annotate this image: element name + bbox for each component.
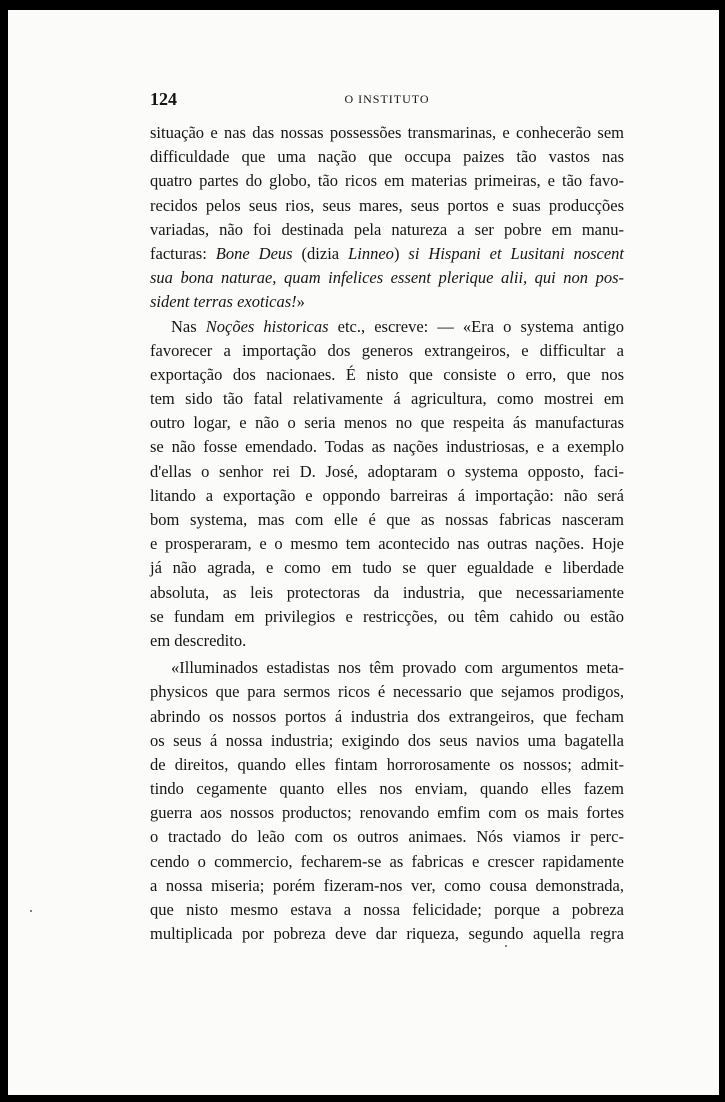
text-line: tem sido tão fatal relativamente á agricultura, como mostrei em bbox=[150, 389, 624, 409]
speck-mark bbox=[505, 945, 507, 947]
speck-mark bbox=[30, 910, 32, 912]
text-line: cendo o commercio, fecharem-se as fabricas e crescer rapidamente bbox=[150, 851, 624, 871]
text-line: o tractado do leão com os outros animaes. Nós viamos ir perc- bbox=[150, 827, 624, 847]
text-line: quatro partes do globo, tão ricos em materias primeiras, e tão favo- bbox=[150, 171, 624, 191]
text-line: se não fosse emendado. Todas as nações industriosas, e a exemplo bbox=[150, 437, 624, 457]
text-line: sident terras exoticas!» bbox=[150, 292, 305, 312]
text-line: a nossa miseria; porém fizeram-nos ver, como cousa demonstrada, bbox=[150, 875, 624, 895]
text-line: de direitos, quando elles fintam horrorosamente os nossos; admit- bbox=[150, 754, 624, 774]
text-line: difficuldade que uma nação que occupa paizes tão vastos nas bbox=[150, 147, 624, 167]
text-line: favorecer a importação dos generos extrangeiros, e difficultar a bbox=[150, 340, 624, 360]
text-line: e prosperaram, e o mesmo tem acontecido nas outras nações. Hoje bbox=[150, 534, 624, 554]
text-line: outro logar, e não o seria menos no que respeita ás manufacturas bbox=[150, 413, 624, 433]
text-line: multiplicada por pobreza deve dar riqueza, segundo aquella regra bbox=[150, 924, 624, 944]
paragraph bbox=[150, 121, 624, 315]
text-line: recidos pelos seus rios, seus mares, seus portos e suas producções bbox=[150, 195, 624, 215]
text-line: guerra aos nossos productos; renovando emfim com os mais fortes bbox=[150, 803, 624, 823]
text-line: situação e nas das nossas possessões transmarinas, e conhecerão sem bbox=[150, 123, 624, 142]
text-line: d'ellas o senhor rei D. José, adoptaram o systema opposto, faci- bbox=[150, 461, 624, 481]
paragraph bbox=[150, 656, 624, 946]
text-line: abrindo os nossos portos á industria dos extrangeiros, que fecham bbox=[150, 706, 624, 726]
text-line: physicos que para sermos ricos é necessario que sejamos prodigos, bbox=[150, 682, 624, 702]
text-line: os seus á nossa industria; exigindo dos seus navios uma bagatella bbox=[150, 730, 624, 750]
page-header bbox=[150, 89, 624, 109]
text-line: litando a exportação e oppondo barreiras á importação: não será bbox=[150, 485, 624, 505]
paragraph bbox=[150, 315, 624, 654]
text-line: facturas: Bone Deus (dizia Linneo) si Hispani et Lusitani noscent bbox=[150, 243, 624, 263]
text-line: em descredito. bbox=[150, 630, 247, 650]
text-line: Nas Noções historicas etc., escreve: — «Era o systema antigo bbox=[171, 316, 624, 336]
page-number: 124 bbox=[150, 89, 177, 109]
text-line: se fundam em privilegios e restricções, ou têm cahido ou estão bbox=[150, 606, 624, 626]
text-line: absoluta, as leis protectoras da industria, que necessariamente bbox=[150, 582, 624, 602]
text-line: que nisto mesmo estava a nossa felicidade; porque a pobreza bbox=[150, 900, 624, 919]
text-line: «Illuminados estadistas nos têm provado com argumentos meta- bbox=[171, 658, 624, 678]
text-line: já não agrada, e como em tudo se quer egualdade e liberdade bbox=[150, 558, 624, 578]
running-title: O INSTITUTO bbox=[344, 92, 430, 106]
text-line: exportação dos nacionaes. É nisto que consiste o erro, que nos bbox=[150, 364, 624, 384]
text-line: tindo cegamente quanto elles nos enviam, quando elles fazem bbox=[150, 779, 624, 799]
text-line: bom systema, mas com elle é que as nossas fabricas nasceram bbox=[150, 510, 624, 529]
body-text bbox=[150, 121, 624, 946]
text-line: variadas, não foi destinada pela natureza a ser pobre em manu- bbox=[150, 219, 624, 239]
text-line: sua bona naturae, quam infelices essent plerique alii, qui non pos- bbox=[150, 268, 624, 288]
